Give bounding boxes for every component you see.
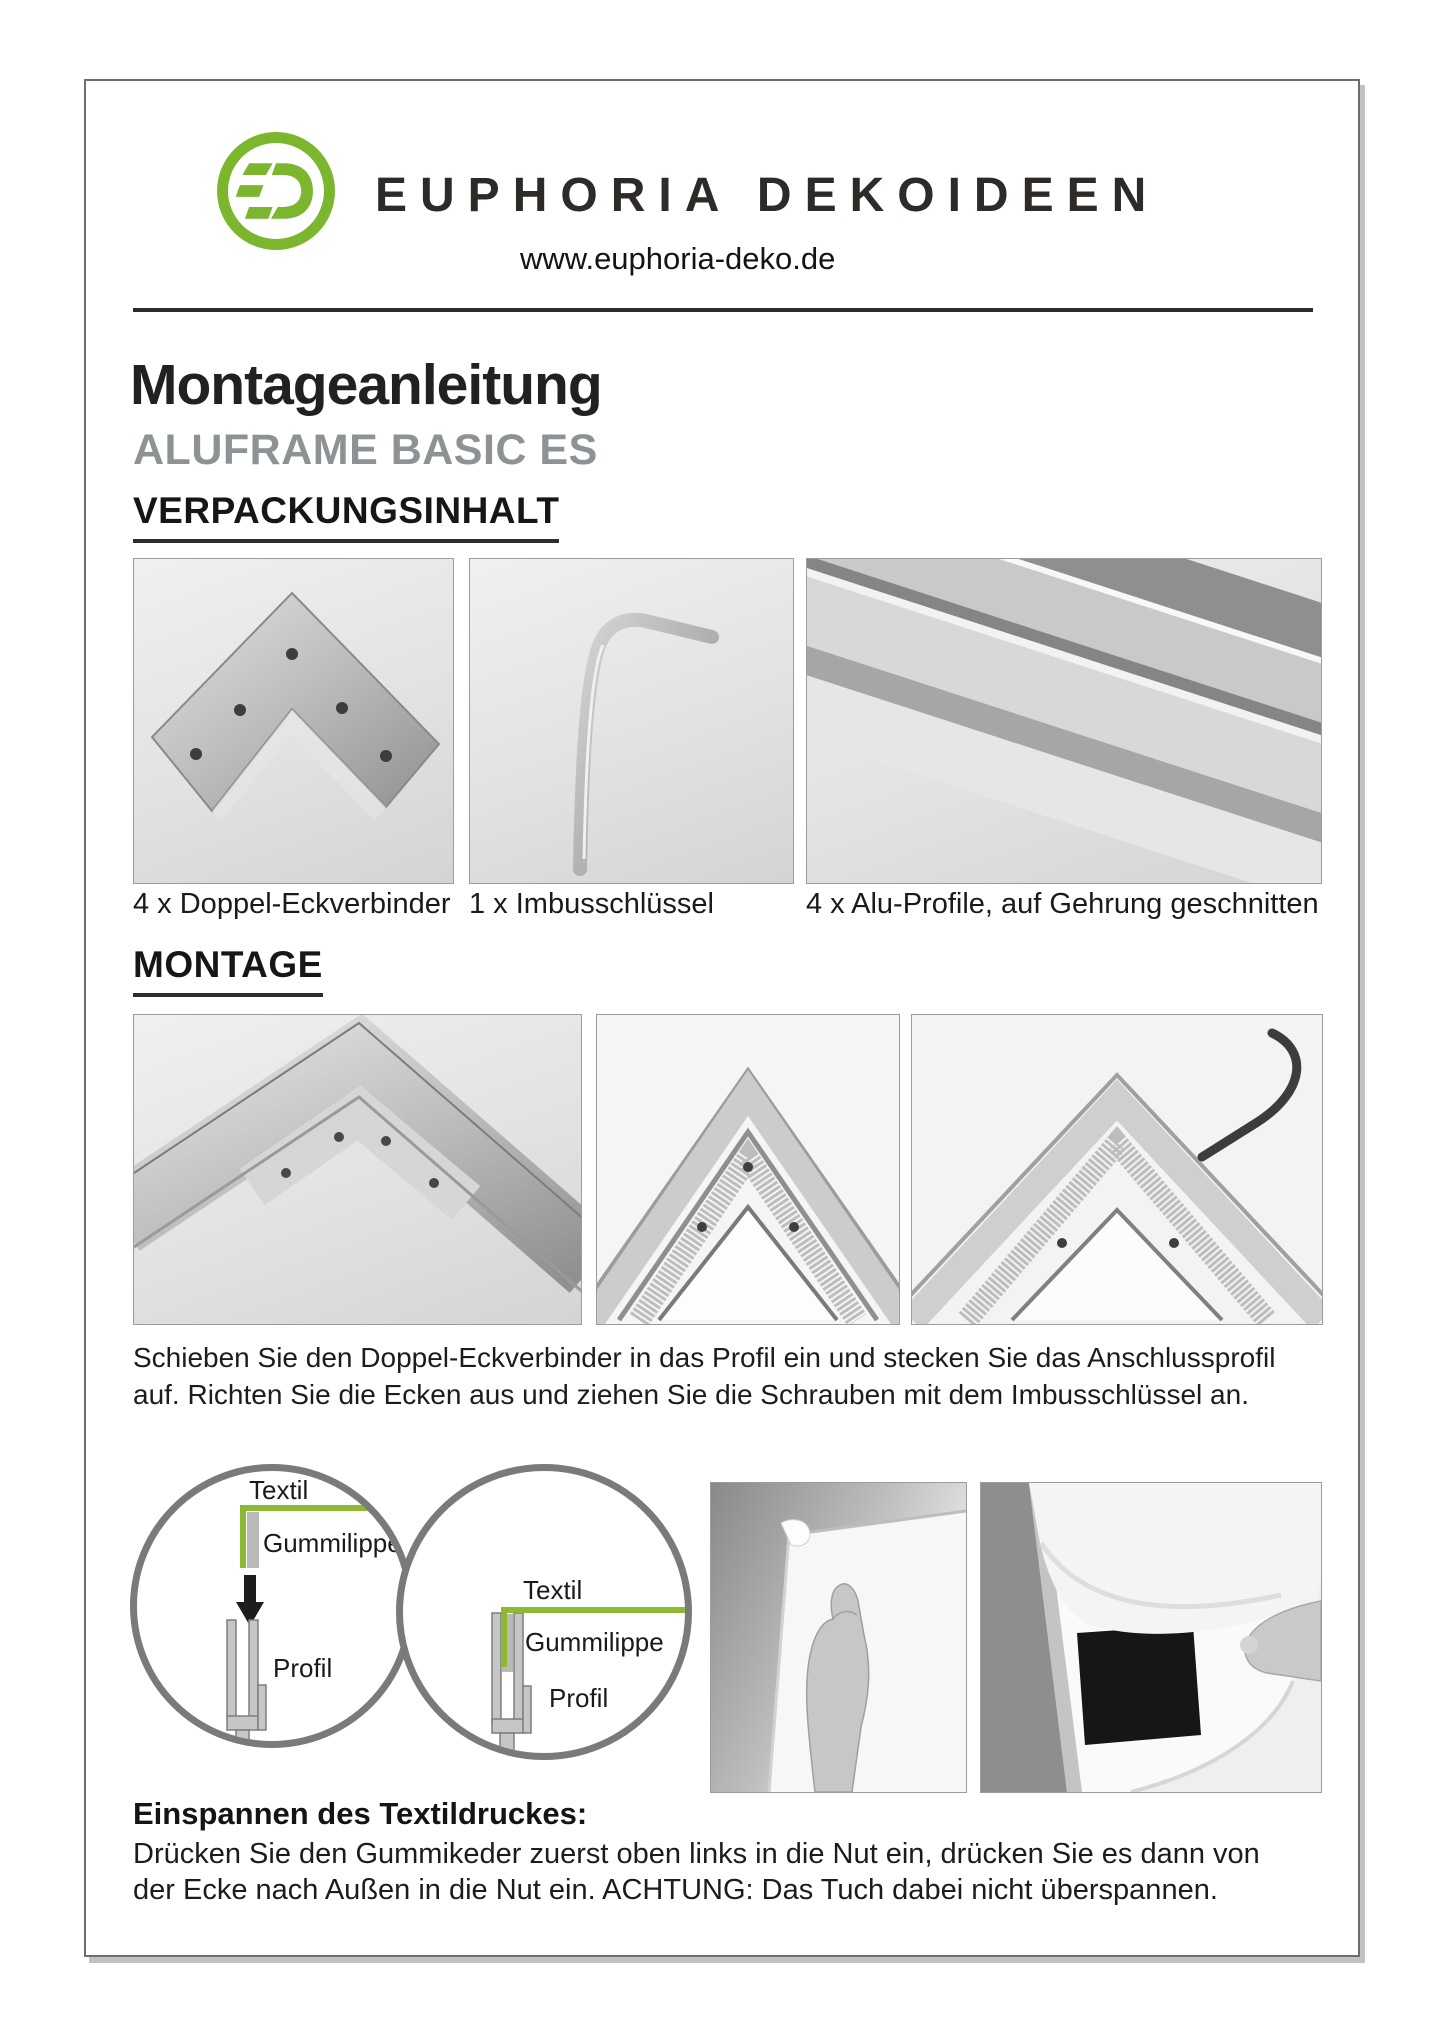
montage-photo-tighten-screws — [911, 1014, 1323, 1325]
gummilippe-strip-1 — [247, 1512, 259, 1568]
diagram-circle-inserted — [396, 1464, 692, 1760]
clamping-heading: Einspannen des Textildruckes: — [133, 1796, 588, 1831]
page-title: Montageanleitung — [130, 353, 602, 417]
clamping-text-line1: Drücken Sie den Gummikeder zuerst oben links in die Nut ein, drücken Sie es dann von — [133, 1838, 1260, 1870]
label-profil-2: Profil — [549, 1683, 609, 1713]
label-gummilippe-1: Gummilippe — [263, 1528, 402, 1558]
clamping-text-line2: der Ecke nach Außen in die Nut ein. ACHTUNG: Das Tuch dabei nicht überspannen. — [133, 1874, 1218, 1906]
label-profil-1: Profil — [273, 1653, 333, 1683]
arrow-down-icon — [244, 1575, 256, 1603]
textil-line-2 — [501, 1607, 689, 1613]
caption-allen-key: 1 x Imbusschlüssel — [469, 888, 714, 920]
label-textil-1: Textil — [249, 1475, 309, 1505]
brand-name: EUPHORIA DEKOIDEEN — [375, 169, 1160, 222]
textil-line-1 — [240, 1505, 378, 1511]
brand-logo — [217, 132, 335, 250]
montage-photo-corner-inside — [596, 1014, 900, 1325]
label-textil-2: Textil — [523, 1575, 583, 1605]
section-heading-montage: MONTAGE — [133, 944, 323, 997]
caption-corner-connector: 4 x Doppel-Eckverbinder — [133, 888, 451, 920]
page-subtitle: ALUFRAME BASIC ES — [133, 426, 598, 474]
textil-line-1-vertical — [240, 1505, 246, 1568]
profile-shape-1 — [225, 1619, 269, 1748]
textil-line-2-vertical — [501, 1607, 507, 1667]
label-gummilippe-2: Gummilippe — [525, 1627, 664, 1657]
caption-profiles: 4 x Alu-Profile, auf Gehrung geschnitten — [806, 888, 1319, 920]
packing-photo-corner-connector — [133, 558, 454, 884]
brand-website: www.euphoria-deko.de — [520, 241, 836, 276]
packing-photo-allen-key — [469, 558, 794, 884]
clamping-photo-press-corner — [710, 1482, 967, 1793]
montage-description-line1: Schieben Sie den Doppel-Eckverbinder in das Profil ein und stecken Sie das Anschlussprofil — [133, 1342, 1276, 1373]
montage-photo-insert-connector — [133, 1014, 582, 1325]
section-heading-packing: VERPACKUNGSINHALT — [133, 490, 559, 543]
diagram-circle-insert — [130, 1464, 414, 1748]
clamping-photo-pull-fabric — [980, 1482, 1322, 1793]
header-rule — [133, 308, 1313, 312]
packing-photo-profiles — [806, 558, 1322, 884]
montage-description-line2: auf. Richten Sie die Ecken aus und ziehen Sie die Schrauben mit dem Imbusschlüssel an. — [133, 1379, 1249, 1410]
